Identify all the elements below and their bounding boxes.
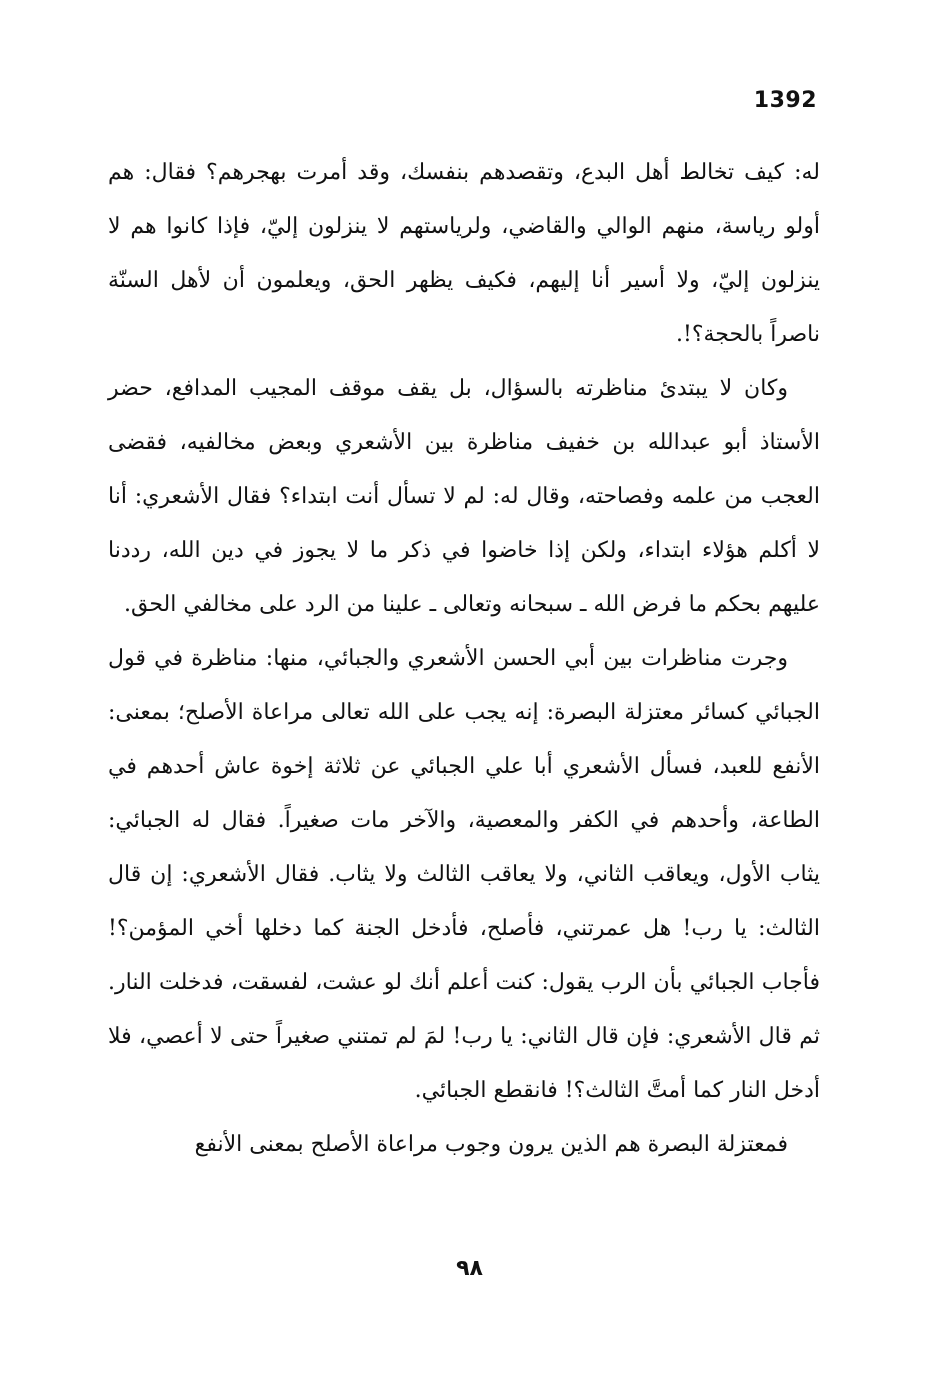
paragraph-3: وجرت مناظرات بين أبي الحسن الأشعري والجبائي، منها: مناظرة في قول الجبائي كسائر معتزلة البصرة: إنه يجب على الله تعالى مراعاة الأصلح؛ بمعنى: الأنفع للعبد، فسأل الأشعري أبا علي الجبائي عن ثلاثة إخوة عاش أحدهم في الطاعة، وأحدهم في الكفر والمعصية، والآخر مات صغيراً. فقال له الجبائي: يثاب الأول، ويعاقب الثاني، ولا يعاقب الثالث ولا يثاب. فقال الأشعري: إن قال الثالث: يا رب! هل عمرتني، فأصلح، فأدخل الجنة كما دخلها أخي المؤمن؟! فأجاب الجبائي بأن الرب يقول: كنت أعلم أنك لو عشت، لفسقت، فدخلت النار. ثم قال الأشعري: فإن قال الثاني: يا رب! لمَ لم تمتني صغيراً حتى لا أعصي، فلا أدخل النار كما أمتَّ الثالث؟! فانقطع الجبائي.: [108, 646, 821, 1103]
book-page-number: 1392: [753, 88, 817, 113]
paragraph-1: له: كيف تخالط أهل البدع، وتقصدهم بنفسك، وقد أمرت بهجرهم؟ فقال: هم أولو رياسة، منهم الوالي والقاضي، ولرياستهم لا ينزلون إليّ، فإذا كانوا هم لا ينزلون إليّ، ولا أسير أنا إليهم، فكيف يظهر الحق، ويعلمون أن لأهل السنّة ناصراً بالحجة؟!.: [108, 160, 820, 347]
page-number: ٩٨: [456, 1256, 483, 1281]
body-text: [108, 146, 820, 1172]
paragraph-2: وكان لا يبتدئ مناظرته بالسؤال، بل يقف موقف المجيب المدافع، حضر الأستاذ أبو عبدالله بن خفيف مناظرة بين الأشعري وبعض مخالفيه، فقضى العجب من علمه وفصاحته، وقال له: لم لا تسأل أنت ابتداء؟ فقال الأشعري: أنا لا أكلم هؤلاء ابتداء، ولكن إذا خاضوا في ذكر ما لا يجوز في دين الله، رددنا عليهم بحكم ما فرض الله ـ سبحانه وتعالى ـ علينا من الرد على مخالفي الحق.: [108, 376, 820, 617]
paragraph-4: فمعتزلة البصرة هم الذين يرون وجوب مراعاة الأصلح بمعنى الأنفع: [194, 1132, 788, 1157]
